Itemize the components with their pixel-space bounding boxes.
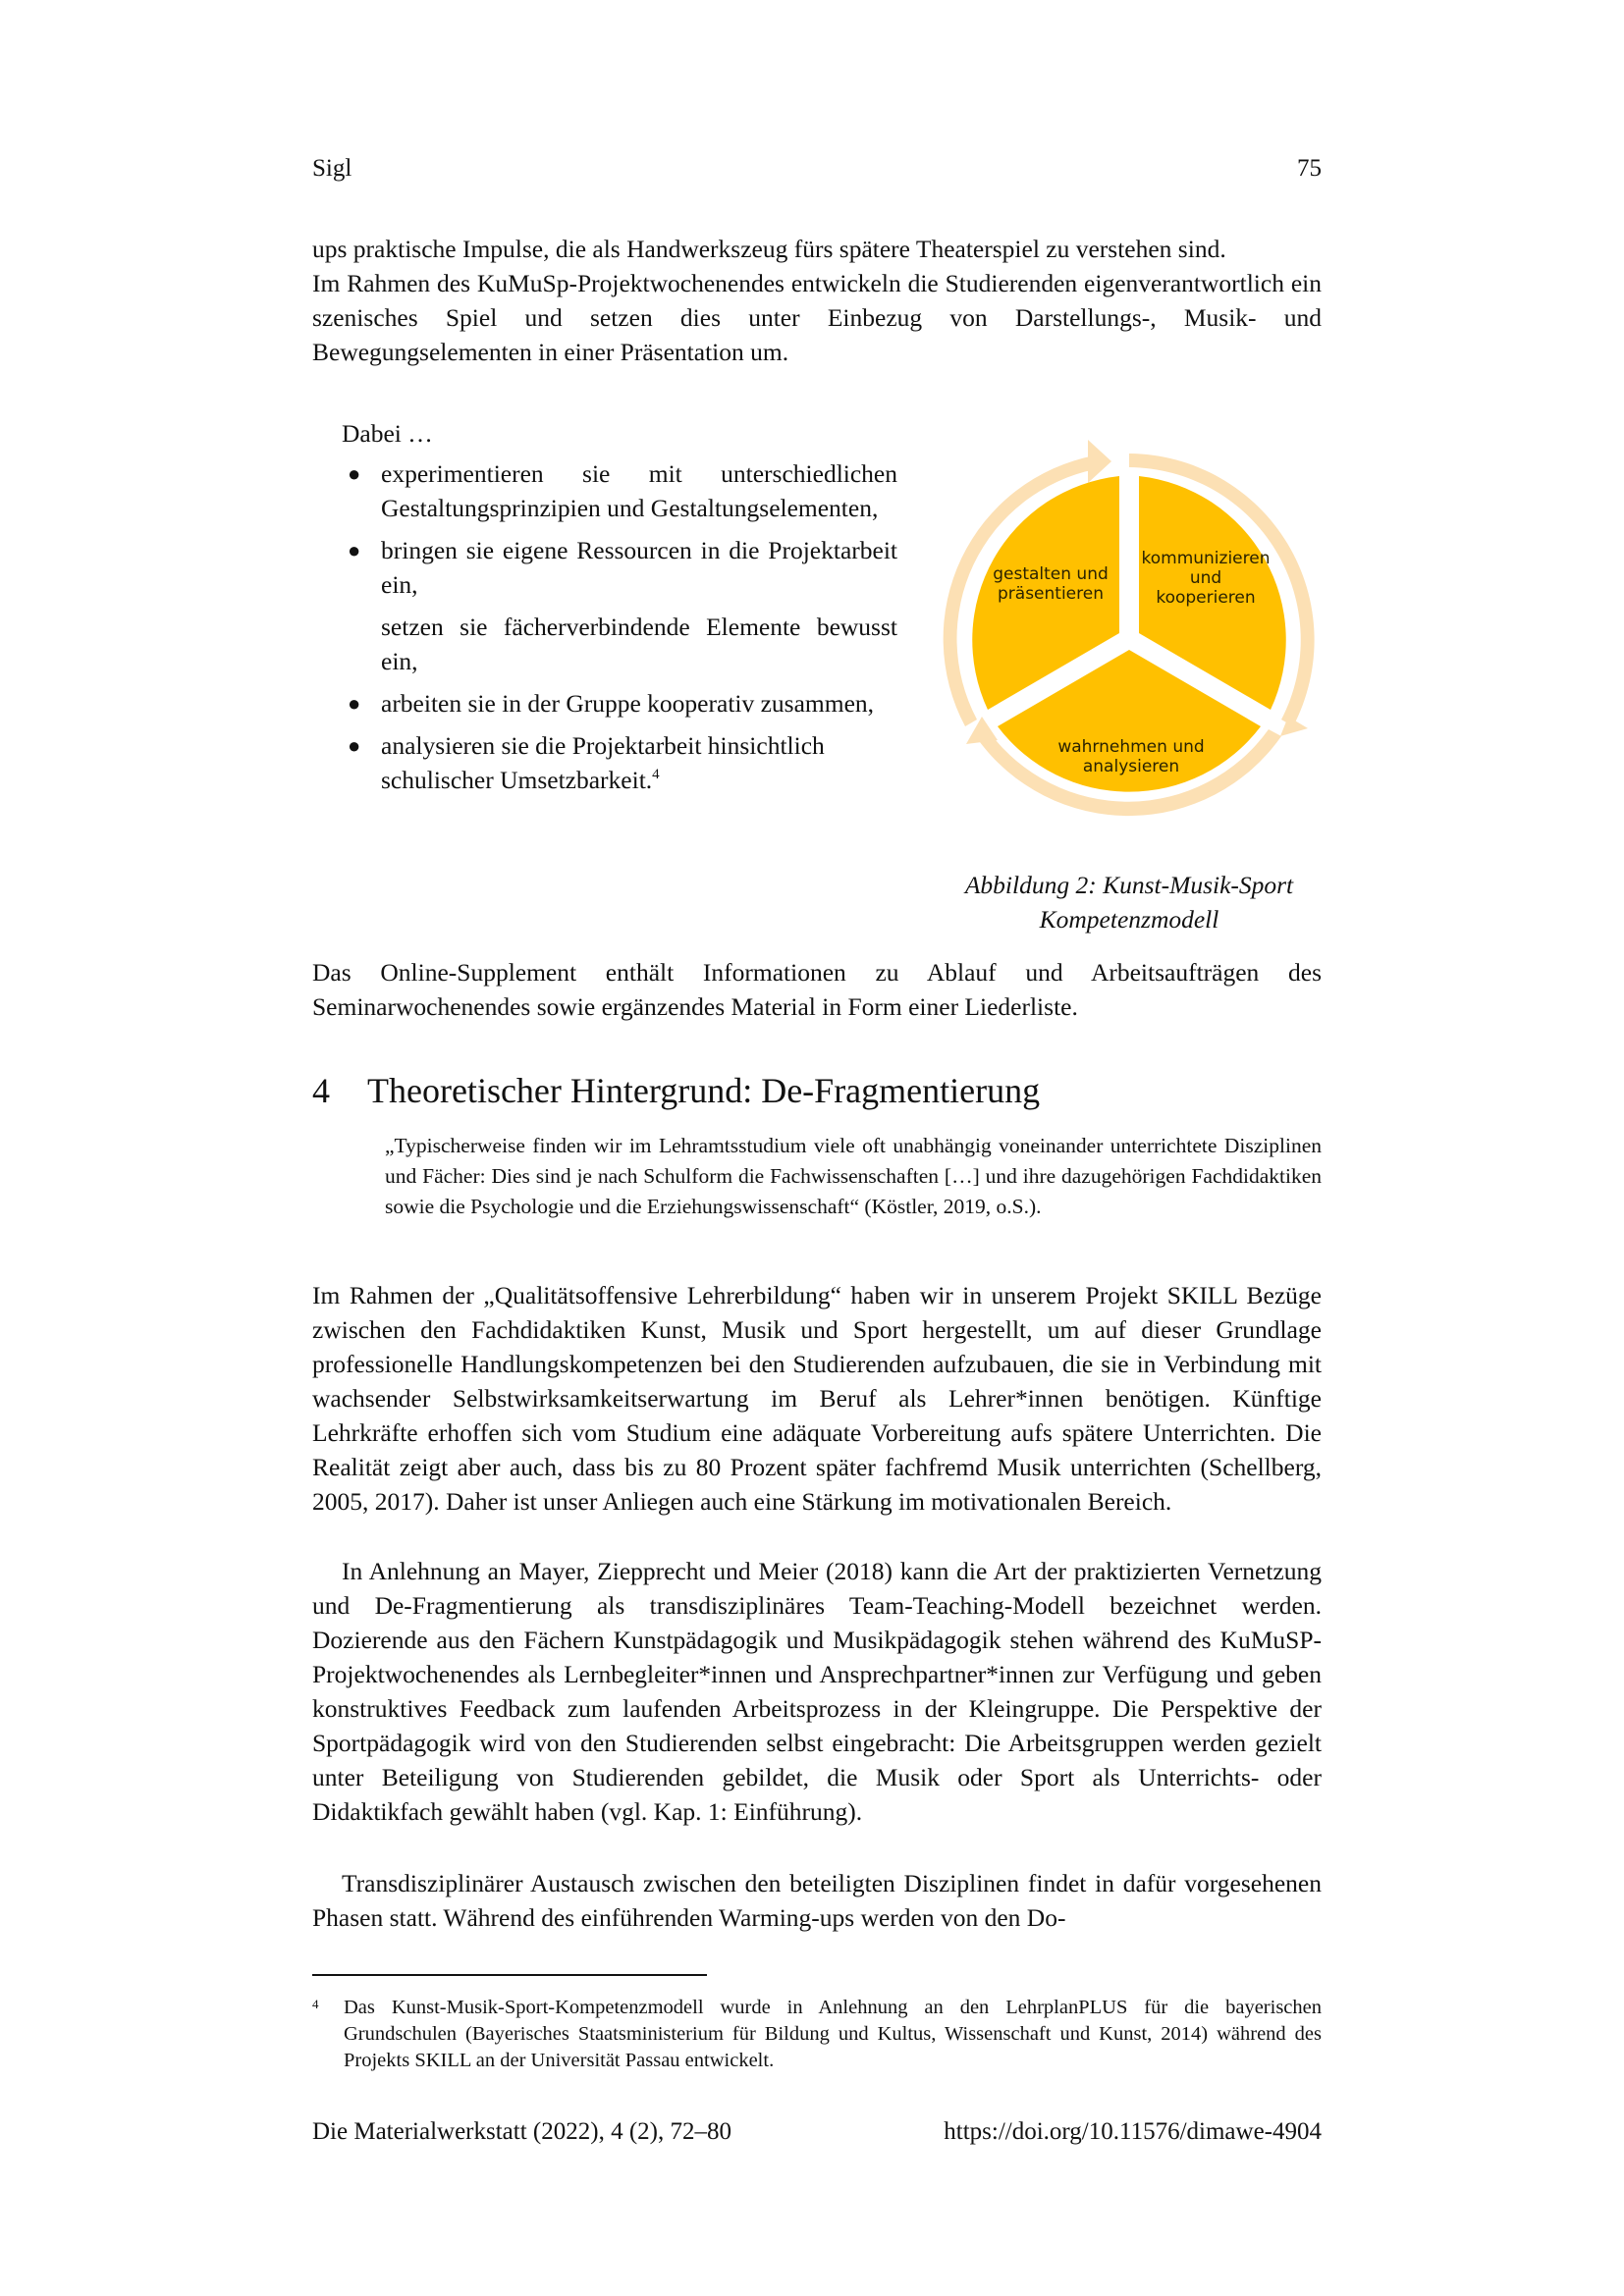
cycle-diagram <box>923 432 1335 854</box>
running-head-author: Sigl <box>312 155 352 182</box>
svg-text:gestalten und: gestalten und <box>993 564 1109 584</box>
paragraph-warmups: ups praktische Impulse, die als Handwerkszeug fürs spätere Theaterspiel zu verstehen sind. <box>312 235 1226 263</box>
running-head <box>312 155 1322 183</box>
list-item: ● analysieren sie die Projektarbeit hinsichtlich schulischer Umsetzbarkeit.$^4$ <box>312 728 897 797</box>
footnote-ref[interactable]: 4 <box>652 767 660 782</box>
footnote-divider <box>312 1974 707 1976</box>
paragraph-online-supplement: Das Online-Supplement enthält Informationen zu Ablauf und Arbeitsaufträgen des Seminarwochenendes sowie ergänzendes Material in Form einer Liederliste. <box>312 958 1322 1021</box>
list-item: setzen sie fächerverbindende Elemente bewusst ein, <box>381 613 897 675</box>
svg-text:kommunizieren: kommunizieren <box>1141 549 1271 568</box>
doi-link[interactable]: https://doi.org/10.11576/dimawe-4904 <box>944 2118 1322 2145</box>
svg-text:analysieren: analysieren <box>1082 757 1180 776</box>
bullet-icon: ● <box>348 691 361 716</box>
list-item: ● arbeiten sie in der Gruppe kooperativ zusammen, <box>312 686 897 721</box>
page-number: 75 <box>1297 155 1322 182</box>
competence-list <box>312 416 897 805</box>
footnote-mark: 4 <box>312 1997 319 2011</box>
bullet-icon: ● <box>348 733 361 758</box>
section-heading <box>312 1070 1040 1111</box>
bullet-icon: ● <box>348 461 361 486</box>
svg-text:und: und <box>1189 568 1222 588</box>
page-footer <box>312 2118 1322 2146</box>
svg-text:präsentieren: präsentieren <box>998 584 1104 604</box>
block-quote: „Typischerweise finden wir im Lehramtsstudium viele oft unabhängig voneinander unterrichtete Disziplinen und Fächer: Dies sind je nach Schulform die Fachwissenschaften […] und ihre dazugehörigen Fachdidaktiken sowie die Psychologie und die Erziehungswissenschaft“ (Köstler, 2019, o.S.). <box>385 1134 1322 1218</box>
paragraph-projektwochenende: Im Rahmen des KuMuSp-Projektwochenendes entwickeln die Studierenden eigenverantwortlich ein szenisches Spiel und setzen dies unter Einbezug von Darstellungs-, Musik- und Bewegungselementen in einer Präsentation um. <box>312 269 1322 366</box>
competence-model-diagram <box>923 432 1335 854</box>
section-number: 4 <box>312 1071 330 1110</box>
list-item: ● experimentieren sie mit unterschiedlichen Gestaltungsprinzipien und Gestaltungselementen, <box>312 456 897 525</box>
journal-citation: Die Materialwerkstatt (2022), 4 (2), 72–80 <box>312 2118 731 2145</box>
paragraph-transdisziplinaer: Transdisziplinärer Austausch zwischen den beteiligten Disziplinen findet in dafür vorgesehenen Phasen statt. Während des einführenden Warming-ups werden von den Do- <box>312 1869 1322 1932</box>
svg-text:kooperieren: kooperieren <box>1156 588 1256 608</box>
footnote-text: Das Kunst-Musik-Sport-Kompetenzmodell wurde in Anlehnung an den LehrplanPLUS für die bayerischen Grundschulen (Bayerisches Staatsministerium für Bildung und Kultus, Wissenschaft und Kunst, 2014) während des Projekts SKILL an der Universität Passau entwickelt. <box>344 1997 1322 2071</box>
footnote <box>312 1995 1322 2074</box>
list-intro: Dabei … <box>342 419 433 448</box>
figure-caption: Abbildung 2: Kunst-Musik-Sport Kompetenzmodell <box>964 871 1294 934</box>
paragraph-team-teaching: In Anlehnung an Mayer, Ziepprecht und Meier (2018) kann die Art der praktizierten Vernetzung und De-Fragmentierung als transdisziplinäres Team-Teaching-Modell bezeichnet werden. Dozierende aus den Fächern Kunstpädagogik und Musikpädagogik stehen während des KuMuSP-Projektwochenendes als Lernbegleiter*innen und Ansprechpartner*innen zur Verfügung und geben konstruktives Feedback zum laufenden Arbeitsprozess in der Kleingruppe. Die Perspektive der Sportpädagogik wird von den Studierenden selbst eingebracht: Die Arbeitsgruppen werden gezielt unter Beteiligung von Studierenden gebildet, die Musik oder Sport als Unterrichts- oder Didaktikfach gewählt haben (vgl. Kap. 1: Einführung). <box>312 1557 1322 1826</box>
intro-paragraphs <box>312 232 1322 369</box>
bullet-icon: ● <box>348 538 361 562</box>
svg-text:wahrnehmen und: wahrnehmen und <box>1057 737 1205 757</box>
section-title: Theoretischer Hintergrund: De-Fragmentierung <box>367 1071 1041 1110</box>
paragraph-skill: Im Rahmen der „Qualitätsoffensive Lehrerbildung“ haben wir in unserem Projekt SKILL Bezüge zwischen den Fachdidaktiken Kunst, Musik und Sport hergestellt, um auf dieser Grundlage professionelle Handlungskompetenzen bei den Studierenden aufzubauen, die sie in Verbindung mit wachsender Selbstwirksamkeitserwartung im Beruf als Lehrer*innen benötigen. Künftige Lehrkräfte erhoffen sich vom Studium eine adäquate Vorbereitung aufs spätere Unterrichten. Die Realität zeigt aber auch, dass bis zu 80 Prozent später fachfremd Musik unterrichten (Schellberg, 2005, 2017). Daher ist unser Anliegen auch eine Stärkung im motivationalen Bereich. <box>312 1281 1322 1516</box>
list-item: ● bringen sie eigene Ressourcen in die Projektarbeit ein, <box>312 533 897 602</box>
